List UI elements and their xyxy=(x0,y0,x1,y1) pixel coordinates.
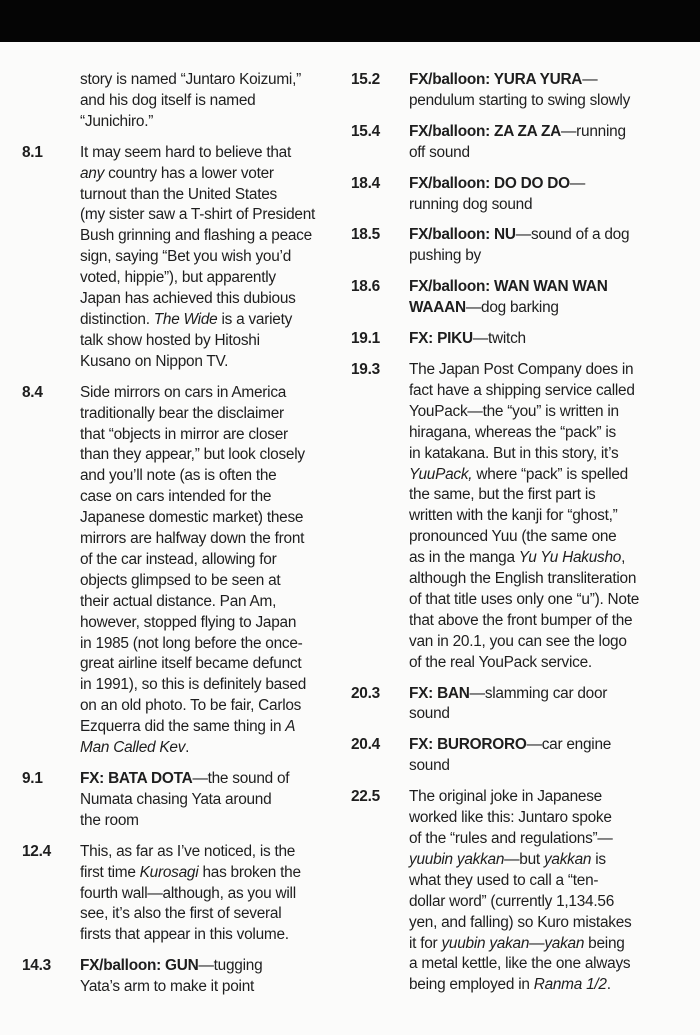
note-text-segment: is what they used to call a “ten- dollar word” (currently 1,134.56 yen, and falling) so Kuro mistakes it for xyxy=(409,850,632,952)
note-number: 18.6 xyxy=(351,278,380,296)
note-entry xyxy=(351,70,696,112)
note-text-segment: The Japan Post Company does in fact have a shipping service called YouPack—the “you” is written in hiragana, whereas the “pack” is in katakana. But in this story, it’s xyxy=(409,360,635,462)
note-text-segment: — pendulum starting to swing slowly xyxy=(409,71,631,109)
note-text-segment: is a variety talk show hosted by Hitoshi Kusano on Nippon TV. xyxy=(80,310,293,370)
left-column xyxy=(22,70,342,1008)
note-text-segment: —tugging Yata’s arm to make it point xyxy=(80,957,263,996)
note-text-segment: . xyxy=(606,976,611,994)
note-text xyxy=(409,70,630,112)
note-text xyxy=(409,787,631,996)
note-number: 18.5 xyxy=(351,226,380,244)
italic-title: Yu Yu Hakusho xyxy=(518,549,622,567)
italic-title: any xyxy=(80,164,105,182)
note-text-segment: where “pack” is spelled the same, but the first part is written with the kanji for “ghost,” pronounced Yuu (the same one as in the manga xyxy=(409,465,628,567)
note-entry xyxy=(351,225,696,267)
right-column xyxy=(351,70,696,1006)
sound-effect-label: FX/balloon: GUN xyxy=(80,957,199,975)
sound-effect-label: FX/balloon: DO DO DO xyxy=(409,174,570,192)
note-entry xyxy=(22,143,342,373)
note-text xyxy=(80,383,306,759)
note-number: 22.5 xyxy=(351,788,380,806)
sound-effect-label: FX: BAN xyxy=(409,684,470,702)
note-text-segment: . xyxy=(185,739,190,757)
note-text xyxy=(409,735,611,777)
note-entry xyxy=(22,769,342,832)
sound-effect-label: FX/balloon: NU xyxy=(409,226,516,244)
note-entry xyxy=(351,360,696,674)
sound-effect-label: FX: PIKU xyxy=(409,330,473,348)
note-number: 12.4 xyxy=(22,842,51,860)
note-entry xyxy=(351,329,696,350)
note-number xyxy=(22,70,80,133)
sound-effect-label: FX: BURORORO xyxy=(409,736,527,754)
note-number: 19.1 xyxy=(351,330,380,348)
italic-title: The Wide xyxy=(153,310,218,328)
note-text-segment: has broken the fourth wall—although, as you will see, it’s also the first of several firsts that appear in this volume. xyxy=(80,863,301,944)
note-text-segment: country has a lower voter turnout than the United States (my sister saw a T-shirt of President Bush grinning and flashing a peace sign, saying “Bet you wish you’d voted, hippie”), but apparently Japan has achieved this dubious distinction. xyxy=(80,164,316,328)
sound-effect-label: FX/balloon: YURA YURA xyxy=(409,71,583,88)
note-text-segment: Side mirrors on cars in America traditionally bear the disclaimer that “objects in mirror are closer than they appear,” but look closely and you’ll note (as is often the case on cars intended for the Japanese domestic market) these mirrors are halfway down the front of the car instead, allowing for objects glimpsed to be seen at their actual distance. Pan Am, however, stopped flying to Japan in 1985 (not long before the once- great airline itself became defunct in 1991), so this is definitely based on an old photo. To be fair, Carlos Ezquerra did the same thing in xyxy=(80,383,307,736)
sound-effect-label: FX/balloon: WAN WAN WAN WAAAN xyxy=(409,278,608,317)
italic-title: Ranma 1/2 xyxy=(533,976,607,994)
note-entry xyxy=(22,383,342,759)
note-text xyxy=(80,842,301,947)
italic-title: yuubin yakan xyxy=(441,934,530,952)
note-text xyxy=(409,329,526,350)
note-entry xyxy=(22,956,342,998)
sound-effect-label: FX: BATA DOTA xyxy=(80,770,193,787)
note-text-segment: , although the English transliteration of that title uses only one “u”). Note that above the front bumper of the van in 20.1, you can see the logo of the real YouPack service. xyxy=(409,549,640,671)
note-text xyxy=(409,277,608,319)
note-number: 15.4 xyxy=(351,122,380,140)
note-text xyxy=(80,70,301,133)
note-text-segment: —sound of a dog pushing by xyxy=(409,226,630,265)
note-number: 20.3 xyxy=(351,684,380,702)
italic-title: A Man Called Kev xyxy=(80,718,296,757)
note-entry xyxy=(351,735,696,777)
top-black-bar xyxy=(0,0,700,42)
note-text xyxy=(409,174,585,216)
note-text xyxy=(80,956,262,998)
note-text-segment: This, as far as I’ve noticed, is the first time xyxy=(80,842,296,881)
note-entry xyxy=(22,70,342,133)
note-text-segment: story is named “Juntaro Koizumi,” and his dog itself is named “Junichiro.” xyxy=(80,71,301,130)
note-text xyxy=(80,143,315,373)
note-text-segment: —slamming car door sound xyxy=(409,684,608,723)
italic-title: yakkan xyxy=(543,850,592,868)
note-text xyxy=(80,769,289,832)
italic-title: YuuPack, xyxy=(409,465,473,483)
italic-title: yuubin yakkan xyxy=(409,850,505,868)
note-entry xyxy=(22,842,342,947)
note-text-segment: The original joke in Japanese worked like this: Juntaro spoke of the “rules and regulations”— xyxy=(409,788,613,847)
note-text xyxy=(409,684,607,726)
note-entry xyxy=(351,122,696,164)
note-number: 15.2 xyxy=(351,71,380,88)
note-number: 18.4 xyxy=(351,174,380,192)
note-text-segment: being a metal kettle, like the one always being employed in xyxy=(409,934,631,994)
italic-title: Kurosagi xyxy=(139,863,199,881)
note-number: 8.4 xyxy=(22,383,43,401)
note-number: 9.1 xyxy=(22,770,43,787)
note-text-segment: — running dog sound xyxy=(409,174,586,213)
note-text-segment: —dog barking xyxy=(465,299,559,317)
note-text-segment: —the sound of Numata chasing Yata around the room xyxy=(80,770,290,829)
note-entry xyxy=(351,684,696,726)
note-entry xyxy=(351,174,696,216)
note-number: 14.3 xyxy=(22,957,51,975)
sound-effect-label: FX/balloon: ZA ZA ZA xyxy=(409,122,562,140)
italic-title: yakan xyxy=(544,934,585,952)
note-text-segment: —but xyxy=(504,850,544,868)
note-number: 20.4 xyxy=(351,736,380,754)
note-text xyxy=(409,122,626,164)
note-text-segment: It may seem hard to believe that xyxy=(80,143,292,161)
note-number: 19.3 xyxy=(351,360,380,378)
note-text-segment: —twitch xyxy=(472,330,526,348)
note-text xyxy=(409,225,629,267)
note-number: 8.1 xyxy=(22,143,43,161)
note-text-segment: — xyxy=(529,934,545,952)
note-entry xyxy=(351,277,696,319)
note-text xyxy=(409,360,639,674)
note-entry xyxy=(351,787,696,996)
note-text-segment: —running off sound xyxy=(409,122,626,161)
note-text-segment: —car engine sound xyxy=(409,736,612,775)
